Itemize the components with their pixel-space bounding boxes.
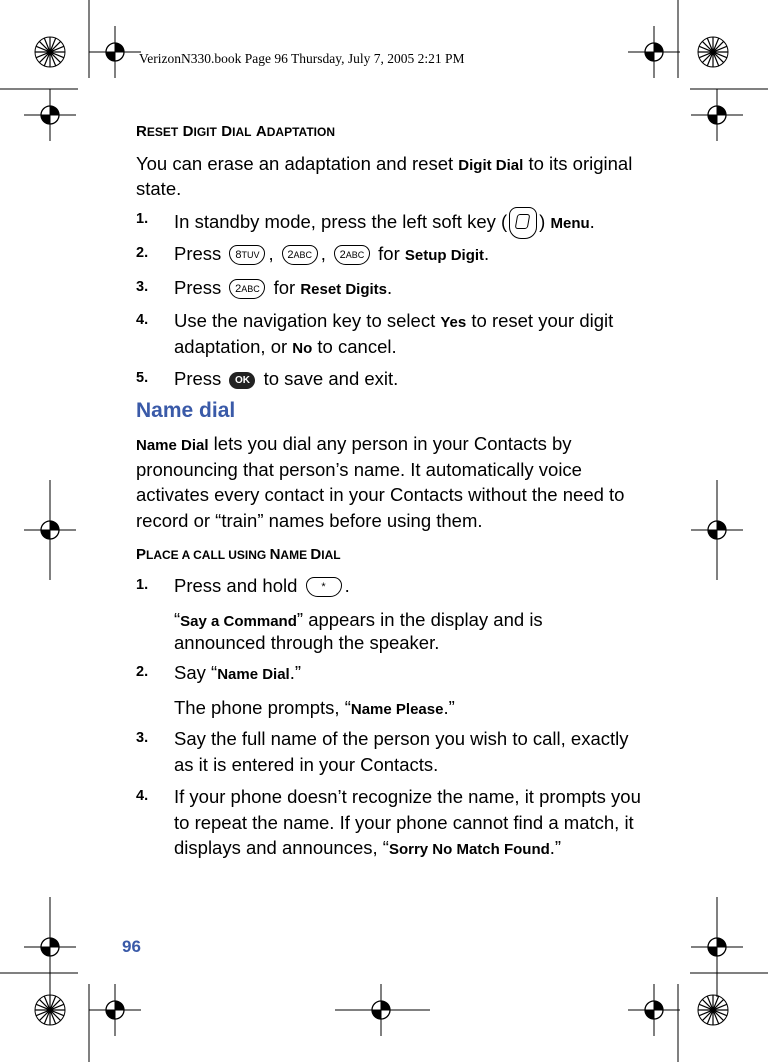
step-text: adaptation, or No to cancel. [174, 336, 397, 357]
step-note: “Say a Command” appears in the display and is [174, 609, 543, 630]
reset-intro-line1: You can erase an adaptation and reset Digit Dial to its original [136, 153, 633, 174]
step-number: 2. [136, 245, 149, 261]
step-text: Say the full name of the person you wish to call, exactly [174, 728, 629, 749]
step-text: Press 2ABC for Reset Digits. [174, 277, 393, 298]
step-text: Use the navigation key to select Yes to reset your digit [174, 310, 614, 331]
step-text: Press and hold * . [174, 575, 350, 596]
step-number: 5. [136, 370, 149, 386]
step-text: Press 8TUV , 2ABC , 2ABC for Setup Digit. [174, 243, 490, 264]
key-2-icon: 2ABC [229, 279, 265, 299]
step-text: to repeat the name. If your phone cannot find a match, it [174, 812, 634, 833]
step-number: 3. [136, 279, 149, 295]
reset-section-heading: RESET DIGIT DIAL ADAPTATION [136, 123, 335, 140]
left-soft-key-icon [509, 207, 537, 239]
registration-star-top-right [698, 37, 728, 67]
key-8-icon: 8TUV [229, 245, 265, 265]
step-text: Press OK to save and exit. [174, 368, 399, 389]
name-dial-para-line2: pronouncing that person’s name. It automatically voice [136, 459, 582, 480]
step-text: Say “Name Dial.” [174, 662, 302, 683]
registration-star-bottom-left [35, 995, 65, 1025]
step-number: 4. [136, 788, 149, 804]
step-text: as it is entered in your Contacts. [174, 754, 439, 775]
star-key-icon: * [306, 577, 342, 597]
book-header: VerizonN330.book Page 96 Thursday, July 7, 2005 2:21 PM [139, 51, 465, 66]
name-dial-para-line1: Name Dial lets you dial any person in your Contacts by [136, 433, 572, 454]
name-dial-para-line3: activates every contact in your Contacts without the need to [136, 484, 625, 505]
step-number: 3. [136, 730, 149, 746]
name-dial-para-line4: record or “train” names before using them. [136, 510, 483, 531]
place-call-heading: PLACE A CALL USING NAME DIAL [136, 546, 341, 563]
key-2-icon: 2ABC [282, 245, 318, 265]
reset-intro-line2: state. [136, 178, 182, 199]
step-note: The phone prompts, “Name Please.” [174, 697, 455, 718]
step-number: 2. [136, 664, 149, 680]
step-number: 4. [136, 312, 149, 328]
step-number: 1. [136, 577, 149, 593]
registration-star-top-left [35, 37, 65, 67]
key-2-icon: 2ABC [334, 245, 370, 265]
section-title: Name dial [136, 399, 236, 422]
registration-star-bottom-right [698, 995, 728, 1025]
step-note: announced through the speaker. [174, 632, 440, 653]
step-text: If your phone doesn’t recognize the name, it prompts you [174, 786, 641, 807]
step-text: displays and announces, “Sorry No Match Found.” [174, 837, 562, 858]
page-number: 96 [122, 937, 141, 956]
step-text: In standby mode, press the left soft key ( ) Menu. [174, 207, 595, 239]
step-number: 1. [136, 211, 149, 227]
ok-key-icon: OK [229, 372, 255, 389]
